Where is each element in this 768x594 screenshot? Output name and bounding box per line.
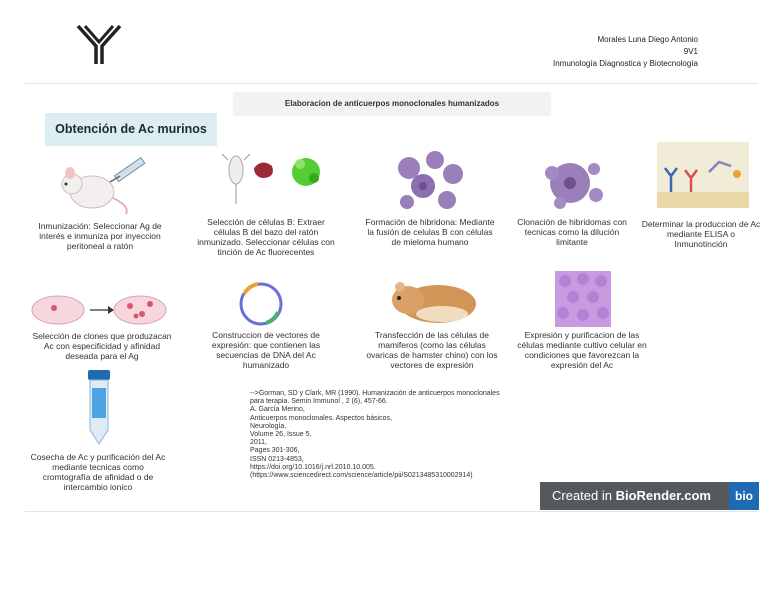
- step-3-caption: Formación de hibridona: Mediante la fusión de celulas B con células de mieloma humano: [365, 217, 495, 247]
- reference-line: ISSN 0213-4853,: [250, 455, 304, 463]
- elisa-icon: [657, 142, 749, 208]
- step-1-caption: Inmunización: Seleccionar Ag de interés e inmuniza por inyeccion peritoneal a ratón: [38, 221, 162, 251]
- hamster-icon: [386, 276, 478, 326]
- badge-brand: BioRender.com: [615, 488, 711, 503]
- step-2-caption: Selección de células B: Extraer células B del bazo del ratón inmunizado. Seleccionar células con tinción de Ac fluorecentes: [197, 217, 335, 257]
- biorender-badge[interactable]: [540, 482, 759, 510]
- plasmid-icon: [236, 278, 286, 330]
- reference-line: 2011,: [250, 439, 267, 447]
- hybridoma-icon: [395, 150, 465, 212]
- reference-line: para terapia. Semin Immunol , 2 (6), 457-66.: [250, 398, 388, 406]
- reference-line: A. García Merino,: [250, 406, 305, 414]
- references: [250, 390, 550, 480]
- course-name: Inmunología Diagnostica y Biotecnología: [553, 59, 698, 68]
- reference-line: -->Gorman, SD y Clark, MR (1990). Humanización de anticuerpos monoclonales: [250, 390, 500, 397]
- step-8-caption: Transfección de las células de mamiferos (como las células ovaricas de hamster chino) con los vectores de expresión: [366, 330, 498, 370]
- step-4-caption: Clonación de hibridomas con tecnicas como la dilución limitante: [517, 217, 627, 247]
- step-5-caption: Determinar la produccion de Ac mediante ELISA o Inmunotinción: [641, 219, 761, 249]
- footer-divider: [25, 511, 758, 512]
- reference-line: (https://www.sciencedirect.com/science/article/pii/S0213485310002914): [250, 472, 473, 480]
- biorender-logo-icon: bio: [729, 482, 759, 510]
- reference-line: Neurología,: [250, 422, 287, 430]
- tube-icon: [86, 370, 112, 446]
- spleen-cells-icon: [218, 148, 334, 210]
- reference-line: Anticuerpos monoclonales. Aspectos básicos,: [250, 414, 393, 422]
- step-7-caption: Construccion de vectores de expresión: que contienen las secuencias de DNA del Ac humanizado: [211, 330, 321, 370]
- reference-line: Volume 26, Issue 5,: [250, 431, 312, 439]
- mouse-syringe-icon: [58, 150, 158, 218]
- reference-line: https://doi.org/10.1016/j.nrl.2010.10.005.: [250, 463, 376, 471]
- author-name: Morales Luna Diego Antonio: [597, 35, 698, 44]
- header-info: [553, 34, 698, 70]
- step-6-caption: Selección de clones que produzacan Ac con especificidad y afinidad deseada para el Ag: [32, 331, 172, 361]
- badge-prefix: Created in: [552, 488, 616, 503]
- antibody-logo-icon: [76, 24, 122, 66]
- page-title: Elaboracion de anticuerpos monoclonales humanizados: [233, 92, 551, 116]
- petri-dish-icon: [30, 290, 168, 330]
- cell-culture-icon: [555, 271, 611, 327]
- header-divider: [25, 83, 758, 84]
- step-9-caption: Expresión y purificacion de las células mediante cultivo celular en condiciones que favorezcan la expresión del Ac: [517, 330, 647, 370]
- step-10-caption: Cosecha de Ac y purificación del Ac mediante tecnicas como cromtografía de afinidad o de intercambio ionico: [30, 452, 166, 492]
- group-label: 9V1: [683, 47, 698, 56]
- section-title: Obtención de Ac murinos: [45, 113, 217, 146]
- reference-line: Pages 301-306,: [250, 447, 300, 455]
- cloning-icon: [540, 155, 608, 213]
